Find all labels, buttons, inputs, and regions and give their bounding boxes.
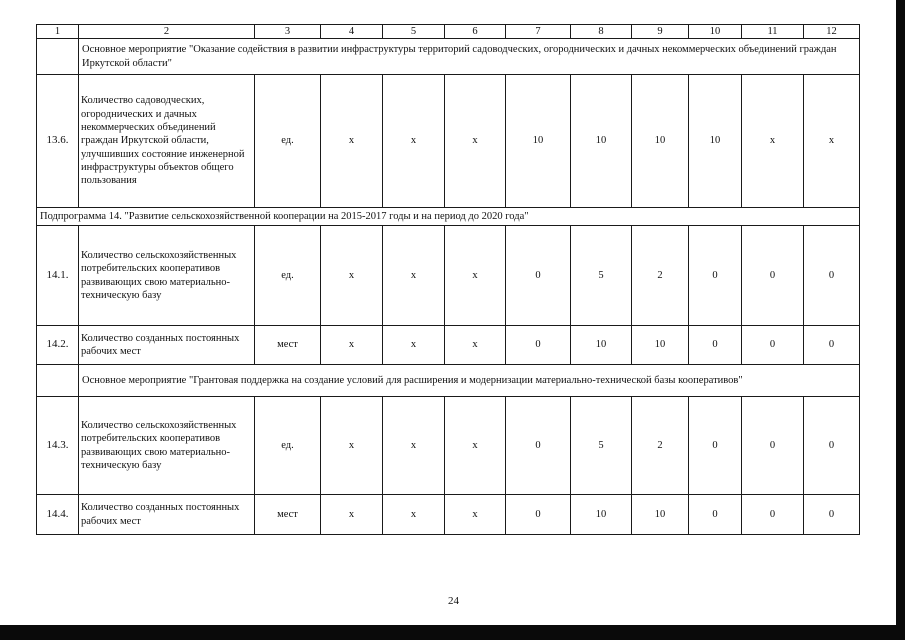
scan-edge-bottom: [0, 625, 905, 640]
value-cell: х: [321, 495, 383, 535]
value-cell: х: [321, 326, 383, 365]
value-cell: 2: [632, 397, 689, 495]
value-cell: х: [383, 397, 445, 495]
value-cell: х: [383, 226, 445, 326]
value-cell: х: [321, 226, 383, 326]
value-cell: х: [383, 495, 445, 535]
value-cell: х: [742, 75, 804, 208]
main-event-title: Основное мероприятие "Грантовая поддержка на создание условий для расширения и модернизации материально-технической базы кооперативов": [79, 365, 860, 397]
subprogram-title: Подпрограмма 14. "Развитие сельскохозяйственной кооперации на 2015-2017 годы и на период до 2020 года": [37, 208, 860, 226]
empty-number-cell: [37, 39, 79, 75]
value-cell: 10: [571, 495, 632, 535]
indicator-row-13-6: [37, 75, 860, 208]
value-cell: 0: [506, 397, 571, 495]
indicator-row-14-3: [37, 397, 860, 495]
scan-edge-right: [896, 0, 905, 626]
value-cell: 0: [506, 495, 571, 535]
value-cell: х: [321, 397, 383, 495]
column-number-cell: 8: [571, 25, 632, 39]
value-cell: х: [445, 326, 506, 365]
row-number: 14.1.: [37, 226, 79, 326]
value-cell: 5: [571, 226, 632, 326]
value-cell: 10: [571, 326, 632, 365]
column-number-cell: 4: [321, 25, 383, 39]
value-cell: 2: [632, 226, 689, 326]
value-cell: 10: [632, 495, 689, 535]
value-cell: 10: [571, 75, 632, 208]
indicator-name: Количество созданных постоянных рабочих мест: [79, 326, 255, 365]
indicator-name: Количество созданных постоянных рабочих мест: [79, 495, 255, 535]
indicator-name: Количество сельскохозяйственных потребительских кооперативов развивающих свою материально-техническую базу: [79, 226, 255, 326]
row-number: 14.4.: [37, 495, 79, 535]
column-number-cell: 11: [742, 25, 804, 39]
value-cell: 0: [689, 226, 742, 326]
value-cell: 0: [506, 326, 571, 365]
value-cell: 0: [804, 495, 860, 535]
unit-cell: ед.: [255, 397, 321, 495]
unit-cell: мест: [255, 495, 321, 535]
unit-cell: ед.: [255, 75, 321, 208]
column-number-row: [37, 25, 860, 39]
column-number-cell: 5: [383, 25, 445, 39]
value-cell: х: [445, 226, 506, 326]
value-cell: х: [804, 75, 860, 208]
empty-number-cell: [37, 365, 79, 397]
main-event-row: [37, 365, 860, 397]
subprogram-row: [37, 208, 860, 226]
column-number-cell: 1: [37, 25, 79, 39]
value-cell: 0: [742, 326, 804, 365]
value-cell: х: [445, 495, 506, 535]
indicator-row-14-4: [37, 495, 860, 535]
column-number-cell: 9: [632, 25, 689, 39]
value-cell: 0: [742, 495, 804, 535]
value-cell: 0: [804, 226, 860, 326]
value-cell: 0: [804, 326, 860, 365]
indicator-table: [36, 24, 860, 535]
value-cell: 10: [689, 75, 742, 208]
row-number: 14.3.: [37, 397, 79, 495]
main-event-title: Основное мероприятие "Оказание содействия в развитии инфраструктуры территорий садоводческих, огороднических и дачных некоммерческих объединений граждан Иркутской области": [79, 39, 860, 75]
indicator-name: Количество садоводческих, огороднических и дачных некоммерческих объединений граждан Иркутской области, улучшивших состояние инженерной инфраструктуры объектов общего пользования: [79, 75, 255, 208]
unit-cell: мест: [255, 326, 321, 365]
column-number-cell: 6: [445, 25, 506, 39]
value-cell: 0: [689, 495, 742, 535]
column-number-cell: 3: [255, 25, 321, 39]
value-cell: 0: [689, 397, 742, 495]
value-cell: 0: [742, 397, 804, 495]
value-cell: 10: [506, 75, 571, 208]
value-cell: 0: [689, 326, 742, 365]
column-number-cell: 2: [79, 25, 255, 39]
value-cell: 10: [632, 326, 689, 365]
column-number-cell: 12: [804, 25, 860, 39]
row-number: 13.6.: [37, 75, 79, 208]
indicator-row-14-2: [37, 326, 860, 365]
value-cell: х: [445, 75, 506, 208]
row-number: 14.2.: [37, 326, 79, 365]
column-number-cell: 10: [689, 25, 742, 39]
value-cell: 0: [506, 226, 571, 326]
value-cell: х: [321, 75, 383, 208]
value-cell: х: [445, 397, 506, 495]
value-cell: х: [383, 326, 445, 365]
value-cell: 10: [632, 75, 689, 208]
value-cell: х: [383, 75, 445, 208]
main-event-row: [37, 39, 860, 75]
indicator-name: Количество сельскохозяйственных потребительских кооперативов развивающих свою материально-техническую базу: [79, 397, 255, 495]
value-cell: 0: [804, 397, 860, 495]
column-number-cell: 7: [506, 25, 571, 39]
indicator-row-14-1: [37, 226, 860, 326]
value-cell: 5: [571, 397, 632, 495]
page-number: 24: [448, 595, 459, 607]
unit-cell: ед.: [255, 226, 321, 326]
value-cell: 0: [742, 226, 804, 326]
